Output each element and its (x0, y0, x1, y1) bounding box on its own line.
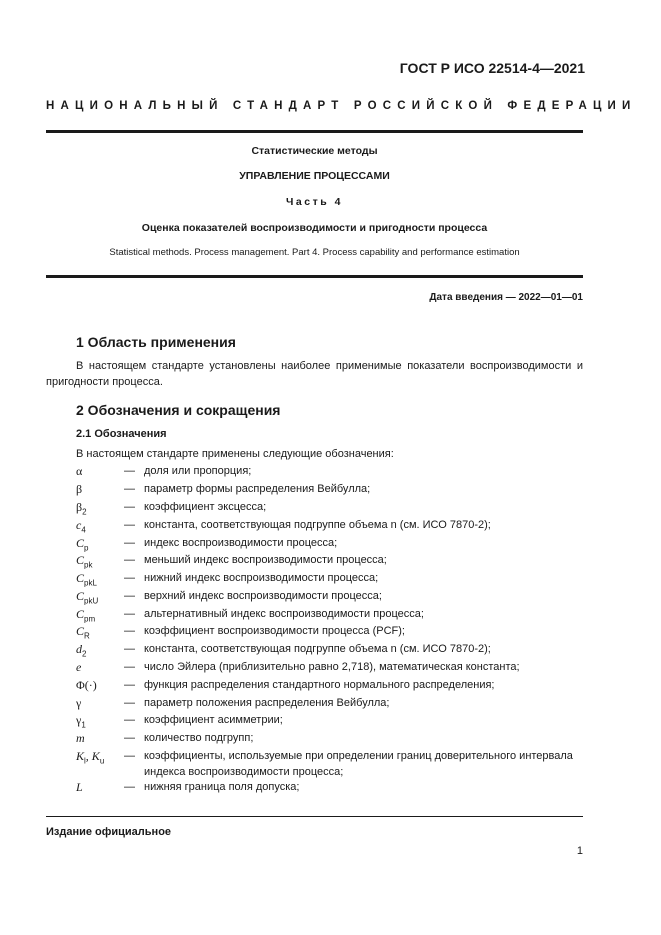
symbol: Φ(·) (76, 678, 97, 692)
section1-text: В настоящем стандарте установлены наиболее применимые показатели воспроизводимости и пригодности процесса. (46, 360, 583, 388)
symbol: $\beta_2$ (76, 500, 87, 517)
symbol: $c_4$ (76, 518, 86, 535)
footer-rule (46, 816, 583, 817)
national-standard-title: НАЦИОНАЛЬНЫЙ СТАНДАРТ РОССИЙСКОЙ ФЕДЕРАЦИИ (46, 100, 637, 112)
symbol-description: коэффициент асимметрии; (144, 714, 283, 726)
symbol: $C_{pkU}$ (76, 589, 99, 606)
symbol: L (76, 780, 83, 794)
symbol-description: параметр положения распределения Вейбулла; (144, 697, 390, 709)
part-title: Часть 4 (286, 196, 343, 208)
symbol-description: верхний индекс воспроизводимости процесса; (144, 590, 382, 602)
symbol-dash: — (124, 590, 135, 602)
main-title: УПРАВЛЕНИЕ ПРОЦЕССАМИ (239, 170, 390, 182)
symbol: γ (76, 696, 82, 710)
symbol: $\gamma_1$ (76, 713, 86, 730)
symbol-dash: — (124, 679, 135, 691)
symbol-dash: — (124, 554, 135, 566)
symbol-description: число Эйлера (приблизительно равно 2,718), математическая константа; (144, 661, 520, 673)
symbols-intro: В настоящем стандарте применены следующие обозначения: (76, 448, 394, 460)
standard-code: ГОСТ Р ИСО 22514-4—2021 (399, 60, 585, 76)
symbol: α (76, 464, 83, 478)
page-number: 1 (576, 845, 583, 857)
symbol: $C_{pkL}$ (76, 571, 97, 588)
symbol-dash: — (124, 661, 135, 673)
symbol-row (76, 730, 583, 746)
top-rule (46, 130, 583, 133)
symbol-dash: — (124, 781, 135, 793)
symbol-description: меньший индекс воспроизводимости процесса; (144, 554, 387, 566)
symbol: m (76, 731, 85, 745)
subsection-heading: 2.1 Обозначения (76, 428, 167, 440)
symbol-description: константа, соответствующая подгруппе объема n (см. ИСО 7870-2); (144, 519, 491, 531)
symbol: $C_{pk}$ (76, 553, 93, 570)
symbol-row (76, 695, 583, 711)
symbol-dash: — (124, 483, 135, 495)
symbol-description: коэффициент эксцесса; (144, 501, 267, 513)
symbol-dash: — (124, 643, 135, 655)
section2-heading: 2 Обозначения и сокращения (76, 402, 281, 418)
symbol-description: доля или пропорция; (144, 465, 252, 477)
symbol-dash: — (124, 608, 135, 620)
symbol: $K_l$, $K_u$ (76, 749, 105, 766)
symbol-description: константа, соответствующая подгруппе объема n (см. ИСО 7870-2); (144, 643, 491, 655)
symbol-description: коэффициенты, используемые при определении границ доверительного интервала индекса воспроизводимости процесса; (144, 750, 573, 778)
official-edition-label: Издание официальное (46, 826, 172, 838)
symbol-dash: — (124, 714, 135, 726)
symbol-dash: — (124, 732, 135, 744)
symbol-description: параметр формы распределения Вейбулла; (144, 483, 371, 495)
symbol-row (76, 481, 583, 497)
symbol: β (76, 482, 83, 496)
symbol-dash: — (124, 519, 135, 531)
series-title: Статистические методы (251, 145, 378, 157)
symbol-row (76, 659, 583, 675)
symbol: $C_{pm}$ (76, 607, 96, 624)
section1-heading: 1 Область применения (76, 334, 236, 350)
symbol-description: функция распределения стандартного нормального распределения; (144, 679, 495, 691)
symbol-row (76, 463, 583, 479)
symbol: $d_2$ (76, 642, 87, 659)
english-title: Statistical methods. Process management. Part 4. Process capability and performance estimation (109, 247, 520, 258)
symbol-description: количество подгрупп; (144, 732, 254, 744)
symbol-description: альтернативный индекс воспроизводимости процесса; (144, 608, 424, 620)
symbol: $C_p$ (76, 536, 89, 553)
symbol-description: нижняя граница поля допуска; (144, 781, 300, 793)
symbol-description: коэффициент воспроизводимости процесса (PCF); (144, 625, 405, 637)
symbol-row (76, 677, 583, 693)
introduction-date: Дата введения — 2022—01—01 (429, 292, 583, 303)
symbol-row (76, 779, 583, 795)
symbol-dash: — (124, 501, 135, 513)
symbol-dash: — (124, 750, 135, 762)
symbol-dash: — (124, 537, 135, 549)
symbol-dash: — (124, 697, 135, 709)
symbol-description: нижний индекс воспроизводимости процесса; (144, 572, 379, 584)
symbol-row (76, 748, 583, 780)
symbol-dash: — (124, 465, 135, 477)
symbol-dash: — (124, 625, 135, 637)
symbol: e (76, 660, 82, 674)
symbol-description: индекс воспроизводимости процесса; (144, 537, 338, 549)
symbol-dash: — (124, 572, 135, 584)
subtitle: Оценка показателей воспроизводимости и пригодности процесса (141, 222, 488, 234)
title-rule (46, 275, 583, 278)
symbol: $C_R$ (76, 624, 90, 641)
